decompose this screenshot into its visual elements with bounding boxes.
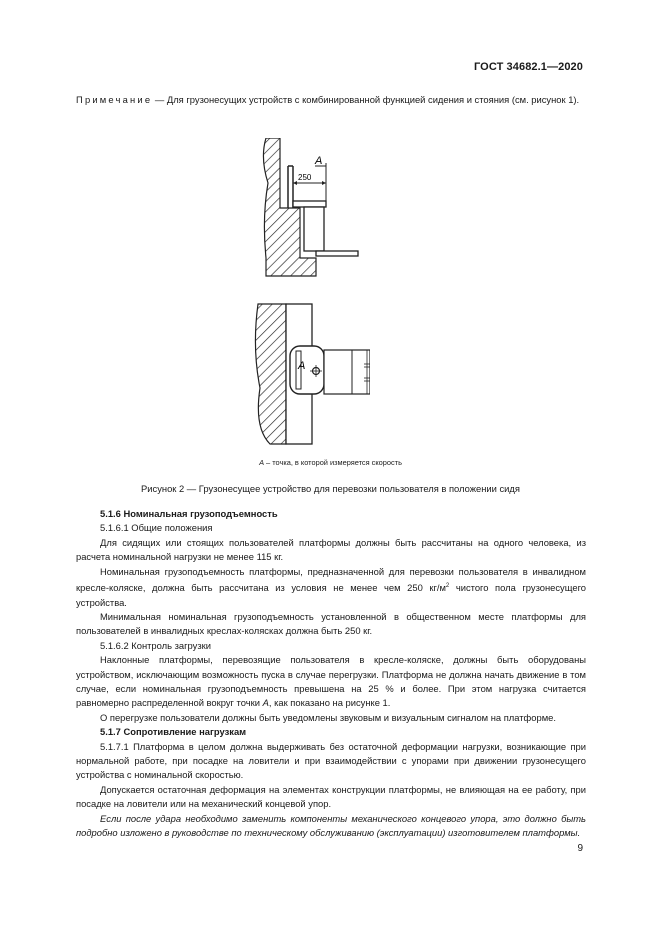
paragraph-2-part-b: чистого пола грузонесущего устройства. — [76, 582, 586, 608]
legend-letter: A — [259, 458, 264, 467]
standard-code: ГОСТ 34682.1—2020 — [473, 61, 583, 73]
paragraph-4-part-a: Наклонные платформы, перевозящие пользователя в кресле-коляске, должны быть оборудованы устройством, исключающим возможность пуска в случае перегрузки. Платформа не должна начать движение в том случае, если номинальная грузоподъемность превышена на 25 % и более. При этом нагрузка считается равномерно распределенной вокруг точки — [76, 654, 586, 709]
note-text: — Для грузонесущих устройств с комбинированной функцией сидения и стояния (см. рисунок 1). — [152, 94, 580, 105]
paragraph-4-point: A — [262, 697, 269, 709]
section-5-1-6-2-title: 5.1.6.2 Контроль загрузки — [100, 639, 211, 651]
dimension-label: 250 — [298, 173, 312, 182]
paragraph-7: Допускается остаточная деформация на элементах конструкции платформы, не влияющая на ее работу, при посадке на ловители или на механический концевой упор. — [76, 783, 586, 810]
paragraph-6: 5.1.7.1 Платформа в целом должна выдерживать без остаточной деформации нагрузки, возникающие при нормальной работе, при посадке на ловители и при взаимодействии с упорами при движении грузонесущего устройства с номинальной скоростью. — [76, 740, 586, 781]
plan-view — [255, 304, 370, 444]
page-number: 9 — [577, 843, 583, 854]
legend-text: – точка, в которой измеряется скорость — [264, 458, 402, 467]
figure-caption: Рисунок 2 — Грузонесущее устройство для перевозки пользователя в положении сидя — [141, 483, 520, 494]
paragraph-4 — [76, 653, 586, 711]
platform-figure — [230, 138, 370, 450]
side-view — [230, 138, 358, 276]
section-5-1-6-title: 5.1.6 Номинальная грузоподъемность — [100, 508, 278, 519]
paragraph-4-part-b: , как показано на рисунке 1. — [268, 697, 391, 709]
main-text — [76, 507, 586, 840]
plan-point-label: A — [298, 360, 306, 372]
paragraph-2-part-a: Номинальная грузоподъемность платформы, предназначенной для перевозки пользователя в инвалидном кресле-коляске, должна быть рассчитана из условия не менее чем 250 кг/м — [76, 565, 586, 594]
paragraph-5: О перегрузке пользователи должны быть уведомлены звуковым и визуальным сигналом на платформе. — [100, 711, 556, 723]
paragraph-1: Для сидящих или стоящих пользователей платформы должны быть рассчитаны на одного человека, из расчета номинальной нагрузки не менее 115 кг. — [76, 536, 586, 563]
figure-legend — [0, 458, 661, 467]
wall-hatching-plan — [255, 304, 286, 444]
paragraph-3: Минимальная номинальная грузоподъемность установленной в общественном месте платформы для пользователей в инвалидных креслах-колясках должна быть 250 кг. — [76, 610, 586, 637]
section-5-1-7-title: 5.1.7 Сопротивление нагрузкам — [100, 726, 247, 738]
note — [76, 93, 586, 107]
paragraph-2-superscript: 2 — [445, 583, 450, 590]
note-label: Примечание — [76, 94, 153, 105]
section-5-1-6-1-title: 5.1.6.1 Общие положения — [100, 522, 213, 534]
paragraph-8: Если после удара необходимо заменить компоненты механического концевого упора, это должно быть подробно изложено в руководстве по техническому обслуживанию (эксплуатации) изготовителем платформы. — [76, 812, 586, 839]
paragraph-2 — [76, 565, 586, 610]
top-point-label: A — [315, 155, 323, 167]
